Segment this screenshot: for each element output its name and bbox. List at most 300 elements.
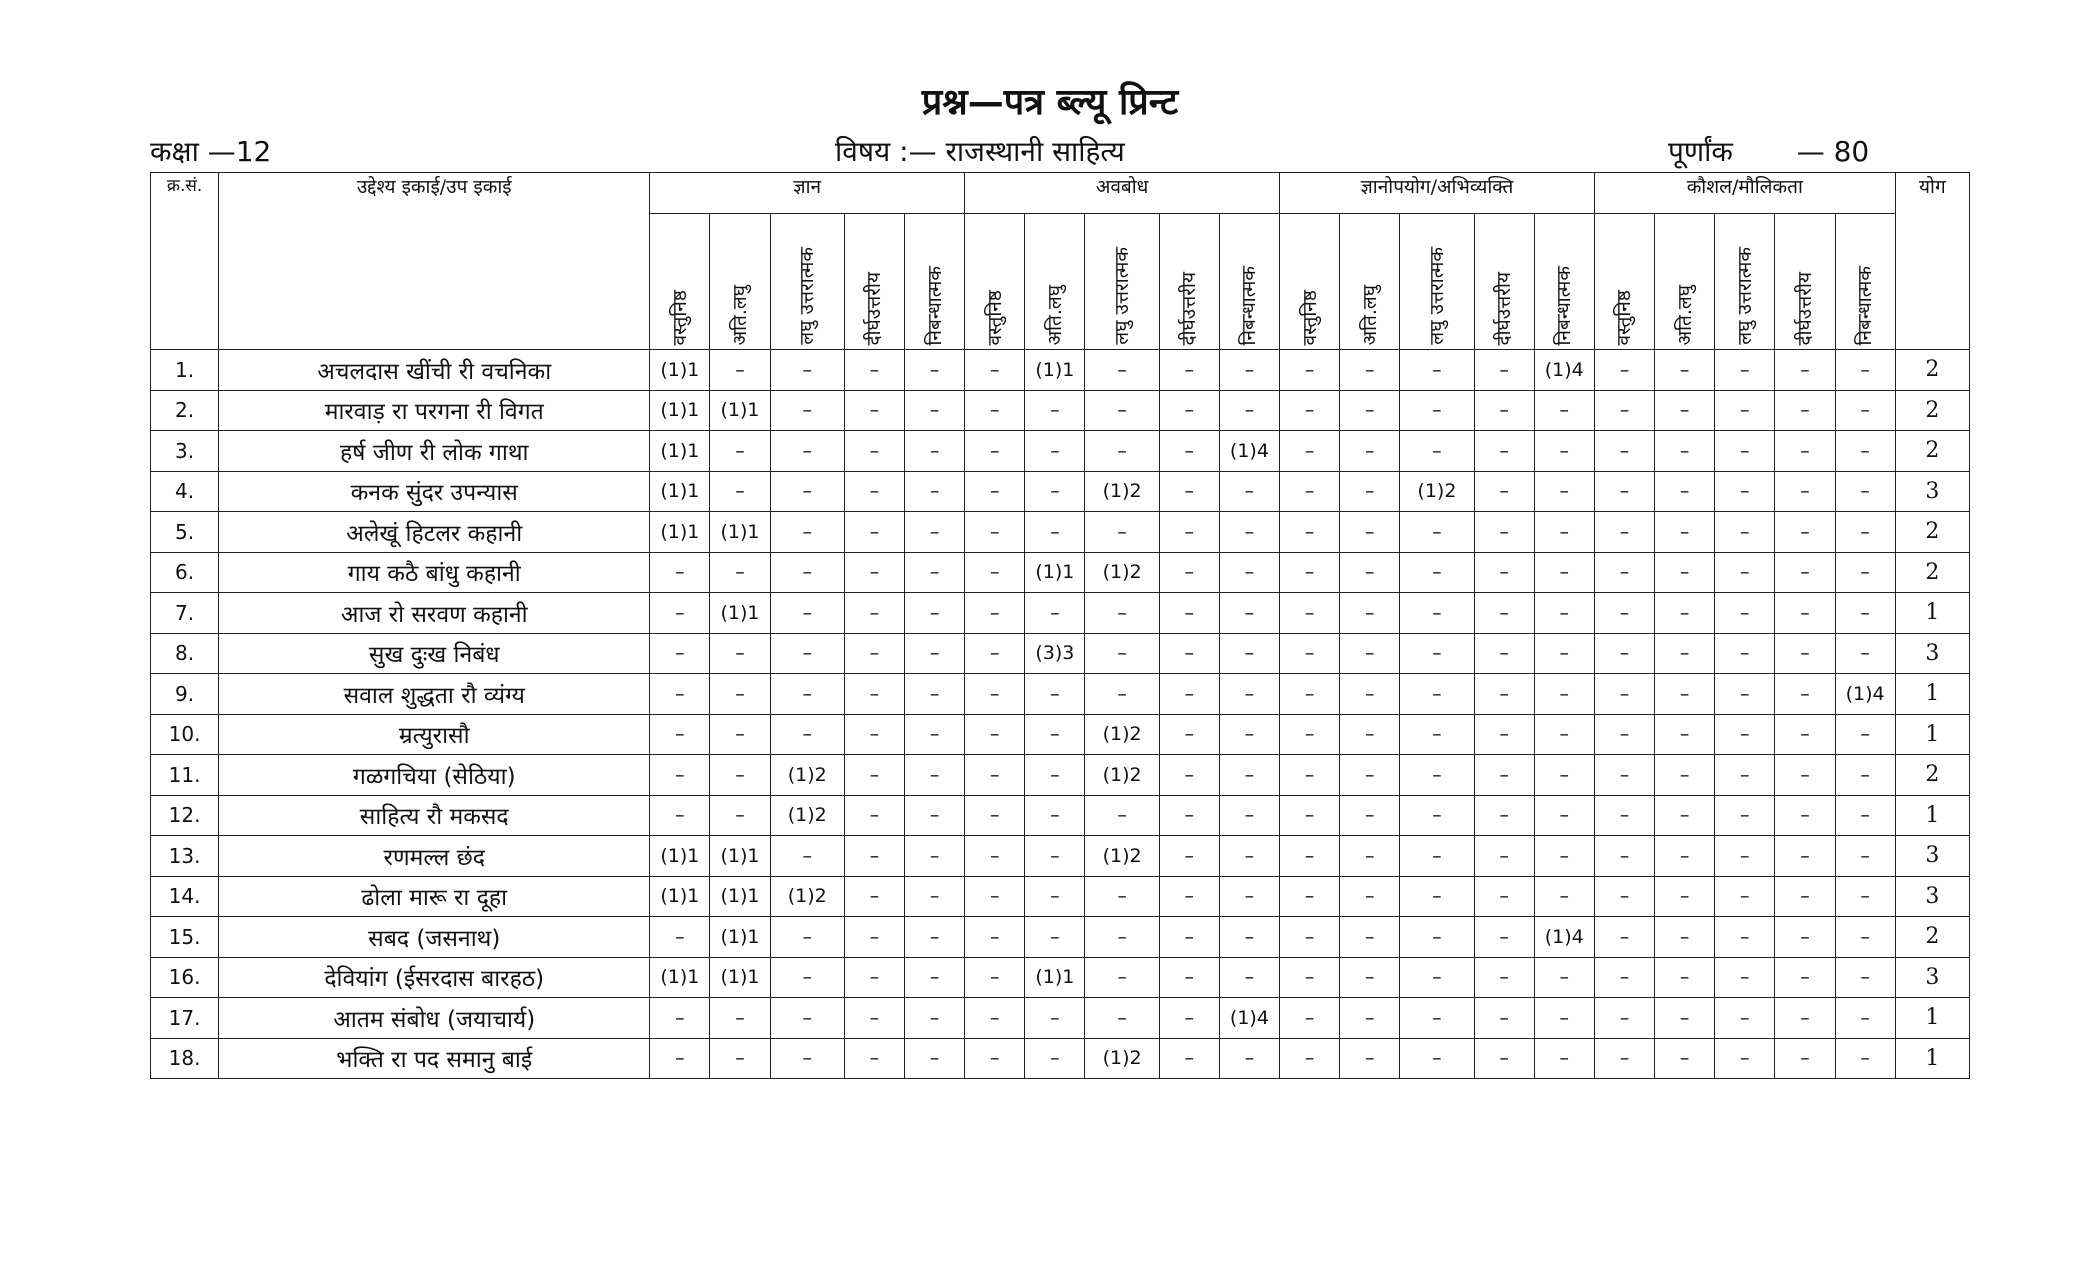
row-total: 2: [1895, 552, 1969, 593]
row-total: 1: [1895, 714, 1969, 755]
table-cell: –: [1219, 593, 1279, 634]
row-unit-name: अचलदास खींची री वचनिका: [219, 350, 650, 391]
table-cell: –: [1715, 795, 1775, 836]
table-cell: (1)1: [710, 957, 770, 998]
table-cell: –: [1219, 836, 1279, 877]
table-cell: –: [650, 795, 710, 836]
table-cell: –: [1775, 714, 1835, 755]
subheader-cell: [1835, 214, 1895, 350]
subheader-label: लघु उत्तरात्मक: [1111, 247, 1134, 345]
table-cell: (1)4: [1219, 998, 1279, 1039]
table-cell: –: [1340, 390, 1400, 431]
table-cell: –: [1340, 998, 1400, 1039]
table-cell: –: [1775, 471, 1835, 512]
table-cell: –: [1775, 917, 1835, 958]
subheader-cell: [904, 214, 964, 350]
table-cell: (1)1: [650, 957, 710, 998]
table-cell: –: [1715, 471, 1775, 512]
table-cell: –: [1159, 876, 1219, 917]
table-cell: –: [1085, 512, 1159, 553]
table-cell: (1)1: [650, 876, 710, 917]
table-cell: –: [1594, 795, 1654, 836]
table-cell: (1)2: [1085, 714, 1159, 755]
table-cell: –: [1715, 836, 1775, 877]
table-cell: –: [904, 755, 964, 796]
table-cell: –: [1280, 552, 1340, 593]
table-cell: –: [1775, 633, 1835, 674]
table-cell: –: [1474, 350, 1534, 391]
table-cell: –: [1340, 674, 1400, 715]
table-cell: –: [965, 552, 1025, 593]
subheader-cell: [770, 214, 844, 350]
table-cell: –: [844, 755, 904, 796]
row-unit-name: ढोला मारू रा दूहा: [219, 876, 650, 917]
row-sno: 4.: [151, 471, 219, 512]
table-cell: –: [1340, 471, 1400, 512]
table-cell: –: [1534, 998, 1594, 1039]
row-total: 2: [1895, 917, 1969, 958]
table-cell: –: [770, 917, 844, 958]
class-label: कक्षा —12: [150, 135, 272, 168]
table-cell: –: [1655, 795, 1715, 836]
table-cell: –: [844, 633, 904, 674]
table-cell: –: [1835, 350, 1895, 391]
table-cell: (1)1: [650, 350, 710, 391]
table-cell: –: [1159, 390, 1219, 431]
table-cell: –: [1534, 633, 1594, 674]
table-cell: –: [770, 471, 844, 512]
table-cell: –: [770, 633, 844, 674]
table-cell: –: [1400, 674, 1474, 715]
table-cell: –: [1025, 917, 1085, 958]
table-cell: –: [1400, 998, 1474, 1039]
table-cell: –: [1534, 512, 1594, 553]
subheader-cell: [1085, 214, 1159, 350]
table-cell: –: [1655, 957, 1715, 998]
table-cell: –: [1400, 836, 1474, 877]
table-cell: –: [1340, 350, 1400, 391]
table-cell: –: [710, 1038, 770, 1079]
row-sno: 13.: [151, 836, 219, 877]
table-cell: –: [1835, 633, 1895, 674]
table-row: [151, 917, 1970, 958]
max-marks: [1668, 132, 1869, 170]
table-cell: (1)2: [1085, 552, 1159, 593]
table-cell: –: [844, 674, 904, 715]
table-cell: –: [770, 552, 844, 593]
table-cell: –: [1400, 633, 1474, 674]
row-sno: 2.: [151, 390, 219, 431]
table-cell: –: [1219, 755, 1279, 796]
table-cell: (1)2: [1085, 836, 1159, 877]
table-cell: –: [1655, 755, 1715, 796]
row-sno: 16.: [151, 957, 219, 998]
blueprint-table: [150, 172, 1970, 1079]
table-cell: –: [904, 957, 964, 998]
table-cell: –: [965, 674, 1025, 715]
table-cell: –: [965, 957, 1025, 998]
table-cell: –: [1534, 390, 1594, 431]
subheader-cell: [650, 214, 710, 350]
table-cell: (1)1: [710, 836, 770, 877]
table-cell: –: [1655, 998, 1715, 1039]
table-cell: –: [1775, 957, 1835, 998]
table-cell: –: [1715, 957, 1775, 998]
table-cell: –: [965, 471, 1025, 512]
table-cell: –: [844, 836, 904, 877]
row-total: 2: [1895, 755, 1969, 796]
table-cell: –: [1025, 512, 1085, 553]
table-cell: –: [1835, 836, 1895, 877]
table-cell: –: [904, 836, 964, 877]
row-sno: 9.: [151, 674, 219, 715]
subheader-label: निबन्धात्मक: [1854, 265, 1877, 345]
table-cell: –: [965, 593, 1025, 634]
table-cell: –: [650, 755, 710, 796]
table-cell: (1)1: [650, 512, 710, 553]
table-cell: –: [965, 390, 1025, 431]
table-cell: –: [770, 593, 844, 634]
table-cell: –: [1219, 917, 1279, 958]
table-cell: –: [1655, 512, 1715, 553]
table-cell: –: [904, 471, 964, 512]
row-unit-name: सवाल शुद्धता रौ व्यंग्य: [219, 674, 650, 715]
table-cell: –: [1159, 836, 1219, 877]
table-cell: –: [1280, 795, 1340, 836]
table-cell: (1)4: [1534, 917, 1594, 958]
table-cell: –: [1474, 431, 1534, 472]
row-sno: 11.: [151, 755, 219, 796]
table-cell: –: [1715, 390, 1775, 431]
table-cell: –: [1655, 876, 1715, 917]
table-cell: –: [965, 714, 1025, 755]
table-cell: –: [1340, 593, 1400, 634]
table-cell: –: [1835, 431, 1895, 472]
table-cell: –: [1534, 1038, 1594, 1079]
table-cell: –: [1835, 471, 1895, 512]
table-cell: –: [1715, 552, 1775, 593]
subheader-label: वस्तुनिष्ठ: [668, 289, 691, 345]
table-row: [151, 633, 1970, 674]
table-cell: –: [710, 674, 770, 715]
table-cell: (1)1: [710, 876, 770, 917]
table-cell: –: [1400, 795, 1474, 836]
subheader-label: निबन्धात्मक: [1238, 265, 1261, 345]
table-cell: –: [1534, 876, 1594, 917]
table-cell: –: [1219, 633, 1279, 674]
subheader-cell: [1400, 214, 1474, 350]
table-cell: –: [844, 998, 904, 1039]
table-cell: (1)1: [650, 390, 710, 431]
table-cell: –: [710, 998, 770, 1039]
table-cell: –: [1280, 957, 1340, 998]
table-cell: (1)1: [710, 512, 770, 553]
table-cell: –: [650, 552, 710, 593]
table-cell: –: [1715, 714, 1775, 755]
table-cell: –: [904, 390, 964, 431]
table-cell: –: [710, 350, 770, 391]
table-cell: –: [1474, 755, 1534, 796]
table-cell: –: [710, 633, 770, 674]
row-sno: 15.: [151, 917, 219, 958]
table-cell: (1)4: [1835, 674, 1895, 715]
table-cell: –: [904, 714, 964, 755]
row-sno: 18.: [151, 1038, 219, 1079]
table-cell: –: [1775, 593, 1835, 634]
table-cell: –: [1594, 998, 1654, 1039]
table-cell: –: [1025, 674, 1085, 715]
table-cell: –: [904, 917, 964, 958]
table-cell: –: [1025, 714, 1085, 755]
table-cell: –: [1400, 876, 1474, 917]
table-cell: –: [1534, 471, 1594, 512]
subheader-cell: [710, 214, 770, 350]
subheader-cell: [1280, 214, 1340, 350]
table-row: [151, 836, 1970, 877]
table-cell: –: [1159, 998, 1219, 1039]
table-cell: –: [1280, 390, 1340, 431]
table-cell: –: [1085, 795, 1159, 836]
table-cell: –: [1400, 431, 1474, 472]
table-cell: –: [1340, 795, 1400, 836]
table-cell: –: [844, 876, 904, 917]
table-cell: –: [1400, 512, 1474, 553]
subheader-label: निबन्धात्मक: [1553, 265, 1576, 345]
table-cell: –: [1775, 876, 1835, 917]
table-cell: –: [1085, 957, 1159, 998]
table-cell: –: [1340, 714, 1400, 755]
row-sno: 17.: [151, 998, 219, 1039]
subheader-cell: [1594, 214, 1654, 350]
table-cell: –: [770, 836, 844, 877]
table-cell: –: [844, 957, 904, 998]
subheader-label: लघु उत्तरात्मक: [1425, 247, 1448, 345]
subheader-label: दीर्घउत्तरीय: [863, 271, 886, 345]
table-cell: –: [844, 350, 904, 391]
table-cell: –: [1655, 552, 1715, 593]
table-cell: –: [1715, 431, 1775, 472]
table-cell: –: [1025, 755, 1085, 796]
table-cell: –: [904, 633, 964, 674]
table-cell: –: [844, 431, 904, 472]
table-cell: –: [1085, 350, 1159, 391]
table-cell: –: [1775, 512, 1835, 553]
table-cell: –: [1159, 512, 1219, 553]
header-row-groups: [151, 173, 1970, 214]
subheader-cell: [1534, 214, 1594, 350]
table-cell: –: [1159, 552, 1219, 593]
table-cell: –: [1775, 755, 1835, 796]
row-unit-name: हर्ष जीण री लोक गाथा: [219, 431, 650, 472]
table-cell: (1)1: [710, 917, 770, 958]
table-cell: –: [1835, 512, 1895, 553]
table-cell: –: [1835, 917, 1895, 958]
subheader-cell: [1775, 214, 1835, 350]
table-cell: –: [770, 998, 844, 1039]
table-cell: –: [904, 350, 964, 391]
table-row: [151, 552, 1970, 593]
table-cell: –: [650, 1038, 710, 1079]
header-sno: क्र.सं.: [151, 173, 219, 350]
table-row: [151, 390, 1970, 431]
table-cell: –: [650, 593, 710, 634]
subheader-label: दीर्घउत्तरीय: [1493, 271, 1516, 345]
table-cell: –: [1474, 795, 1534, 836]
table-cell: –: [1655, 431, 1715, 472]
subheader-label: वस्तुनिष्ठ: [1298, 289, 1321, 345]
table-cell: –: [1340, 876, 1400, 917]
table-cell: –: [650, 917, 710, 958]
table-cell: –: [1219, 390, 1279, 431]
table-cell: (1)1: [1025, 350, 1085, 391]
table-cell: –: [770, 714, 844, 755]
table-cell: –: [1400, 917, 1474, 958]
table-row: [151, 512, 1970, 553]
table-cell: –: [1655, 350, 1715, 391]
table-cell: –: [1775, 674, 1835, 715]
table-cell: (1)1: [710, 593, 770, 634]
table-cell: –: [1474, 512, 1534, 553]
table-cell: –: [1340, 836, 1400, 877]
table-cell: –: [1835, 593, 1895, 634]
table-cell: –: [1340, 917, 1400, 958]
row-total: 2: [1895, 350, 1969, 391]
table-cell: –: [1594, 755, 1654, 796]
table-cell: –: [965, 795, 1025, 836]
table-cell: (1)2: [1085, 755, 1159, 796]
row-unit-name: गळगचिया (सेठिया): [219, 755, 650, 796]
table-cell: –: [1655, 917, 1715, 958]
table-cell: –: [1219, 512, 1279, 553]
row-unit-name: म्रत्युरासौ: [219, 714, 650, 755]
max-marks-value: — 80: [1796, 135, 1870, 168]
table-cell: –: [1280, 1038, 1340, 1079]
table-cell: –: [965, 917, 1025, 958]
table-cell: –: [965, 1038, 1025, 1079]
row-unit-name: साहित्य रौ मकसद: [219, 795, 650, 836]
table-cell: (3)3: [1025, 633, 1085, 674]
table-cell: –: [650, 714, 710, 755]
max-marks-label: पूर्णांक: [1668, 135, 1733, 168]
table-row: [151, 957, 1970, 998]
table-cell: –: [770, 390, 844, 431]
table-cell: –: [1594, 552, 1654, 593]
row-sno: 1.: [151, 350, 219, 391]
table-cell: –: [1219, 674, 1279, 715]
table-cell: –: [1085, 917, 1159, 958]
table-cell: –: [1340, 552, 1400, 593]
table-cell: (1)2: [770, 795, 844, 836]
table-row: [151, 876, 1970, 917]
table-cell: (1)2: [1085, 1038, 1159, 1079]
table-cell: –: [1775, 390, 1835, 431]
table-cell: –: [1025, 593, 1085, 634]
table-cell: –: [1594, 1038, 1654, 1079]
table-cell: –: [1835, 552, 1895, 593]
row-total: 2: [1895, 431, 1969, 472]
table-row: [151, 755, 1970, 796]
table-cell: (1)1: [1025, 552, 1085, 593]
table-cell: –: [844, 795, 904, 836]
table-cell: –: [1159, 917, 1219, 958]
row-sno: 6.: [151, 552, 219, 593]
subheader-cell: [844, 214, 904, 350]
table-body: [151, 350, 1970, 1079]
subheader-label: लघु उत्तरात्मक: [796, 247, 819, 345]
table-cell: –: [844, 390, 904, 431]
table-cell: (1)1: [710, 390, 770, 431]
subject-label: विषय :— राजस्थानी साहित्य: [835, 135, 1125, 168]
table-cell: –: [1280, 998, 1340, 1039]
table-cell: –: [1534, 957, 1594, 998]
table-cell: –: [1400, 957, 1474, 998]
table-cell: –: [1219, 957, 1279, 998]
table-cell: –: [1085, 998, 1159, 1039]
table-cell: –: [965, 876, 1025, 917]
table-cell: –: [1085, 593, 1159, 634]
table-cell: –: [1159, 674, 1219, 715]
subheader-label: दीर्घउत्तरीय: [1178, 271, 1201, 345]
table-cell: –: [1085, 390, 1159, 431]
table-cell: –: [1159, 1038, 1219, 1079]
table-cell: –: [1219, 876, 1279, 917]
table-cell: (1)1: [650, 471, 710, 512]
subheader-label: दीर्घउत्तरीय: [1793, 271, 1816, 345]
row-total: 3: [1895, 471, 1969, 512]
table-cell: –: [1534, 674, 1594, 715]
table-cell: –: [1594, 390, 1654, 431]
table-cell: –: [1280, 836, 1340, 877]
table-cell: (1)1: [650, 836, 710, 877]
table-cell: –: [1775, 998, 1835, 1039]
table-cell: –: [1655, 390, 1715, 431]
table-cell: –: [1715, 512, 1775, 553]
table-cell: –: [844, 1038, 904, 1079]
table-cell: (1)4: [1219, 431, 1279, 472]
subheader-label: वस्तुनिष्ठ: [983, 289, 1006, 345]
table-cell: –: [1715, 633, 1775, 674]
table-cell: –: [770, 674, 844, 715]
table-cell: –: [1775, 836, 1835, 877]
subheader-label: वस्तुनिष्ठ: [1613, 289, 1636, 345]
table-row: [151, 350, 1970, 391]
table-cell: –: [1835, 1038, 1895, 1079]
table-cell: –: [1025, 471, 1085, 512]
table-cell: –: [904, 1038, 964, 1079]
table-cell: –: [904, 552, 964, 593]
table-cell: –: [1474, 836, 1534, 877]
table-cell: –: [1775, 431, 1835, 472]
table-cell: –: [1400, 390, 1474, 431]
table-cell: –: [1594, 633, 1654, 674]
subheader-cell: [1655, 214, 1715, 350]
table-cell: –: [1159, 755, 1219, 796]
table-cell: –: [1775, 1038, 1835, 1079]
table-cell: –: [1655, 714, 1715, 755]
table-cell: –: [710, 755, 770, 796]
subheader-label: निबन्धात्मक: [923, 265, 946, 345]
header-group-avbodh: अवबोध: [965, 173, 1280, 214]
table-cell: –: [1594, 431, 1654, 472]
table-row: [151, 674, 1970, 715]
table-cell: –: [1085, 431, 1159, 472]
subheader-cell: [1159, 214, 1219, 350]
table-cell: –: [904, 431, 964, 472]
table-cell: –: [1159, 471, 1219, 512]
row-total: 1: [1895, 674, 1969, 715]
table-cell: –: [1594, 876, 1654, 917]
table-cell: –: [844, 471, 904, 512]
